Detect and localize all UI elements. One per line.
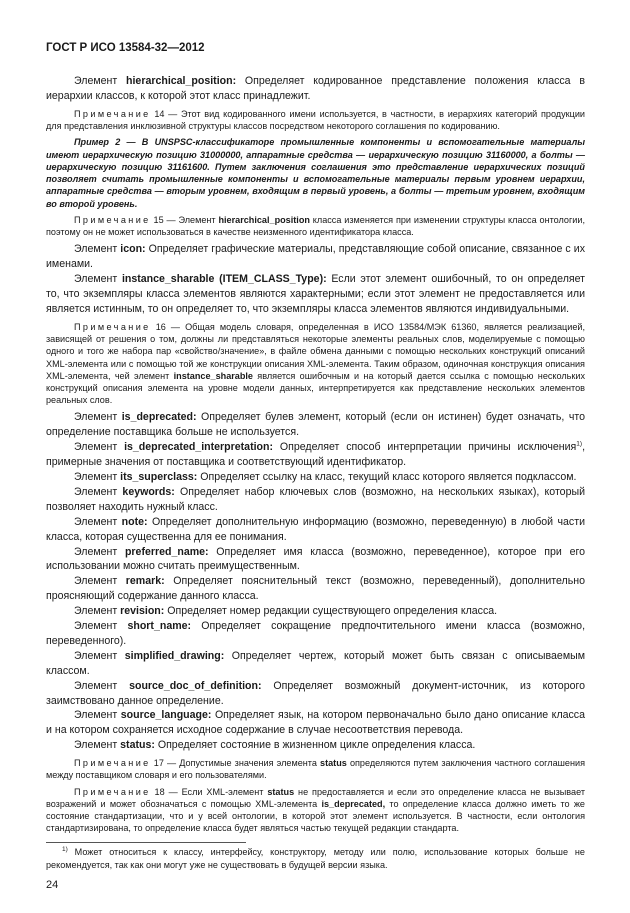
text: 15 — Элемент — [150, 215, 219, 225]
text: Элемент — [74, 273, 122, 286]
keyword: is_deprecated: — [121, 411, 197, 424]
keyword: is_deprecated, — [321, 798, 386, 809]
text: Элемент — [74, 441, 125, 454]
paragraph-status — [46, 738, 585, 753]
note-18 — [46, 786, 585, 835]
footnote-mark: 1) — [62, 846, 68, 854]
keyword: short_name: — [127, 620, 192, 633]
text: Определяет ссылку на класс, текущий класс которого является подклассом. — [197, 470, 577, 483]
text: 18 — Если XML-элемент — [150, 786, 268, 797]
text: Элемент — [74, 470, 121, 483]
text: Определяет дополнительную информацию (возможно, переведенную) в любой части класса, которая существенна для ее понимания. — [46, 515, 585, 543]
text: Определяет язык, на котором первоначально было дано описание класса и на котором сохраняется исходное содержание в случае несоответствия перевода. — [46, 709, 585, 737]
note-label: Примечание — [74, 786, 151, 797]
note-15 — [46, 214, 585, 238]
text: то определение класса должно иметь то же состояние стандартизации, что и у всей онтологии, в которой этот элемент используется. В частности, если онтология стандартизирована, то определение класса будет являться частью текущей редакции стандарта. — [46, 798, 585, 834]
text: Если этот элемент ошибочный, то он определяет то, что экземпляры класса элементов являются характерными; если этот элемент не предоставляется или является истинным, то он определяет то, что экземпляры класса элементов являются индивидуальными. — [46, 273, 585, 316]
text: Определяет булев элемент, который (если он истинен) будет означать, что определение поставщика больше не используется. — [46, 411, 586, 439]
text: Определяет возможный документ-источник, из которого заимствовано данное определение. — [46, 679, 585, 707]
keyword: its_superclass: — [120, 470, 198, 483]
keyword: instance_sharable — [173, 370, 253, 381]
keyword: icon: — [120, 243, 146, 256]
paragraph-preferred-name — [46, 545, 585, 575]
text: Элемент — [74, 575, 126, 588]
text: Определяет состояние в жизненном цикле определения класса. — [154, 739, 476, 752]
paragraph-is-deprecated — [46, 410, 585, 440]
text: Элемент — [74, 649, 125, 662]
paragraph-keywords — [46, 485, 585, 515]
text: не предоставляется и если это определение класса не вызывает возражений и может обозначаться с помощью XML-элемента — [46, 786, 586, 809]
footnote — [46, 846, 585, 870]
text: Элемент — [74, 545, 125, 558]
paragraph-is-deprecated-interpretation — [46, 440, 585, 470]
paragraph-simplified-drawing — [46, 649, 585, 679]
keyword: note: — [121, 515, 148, 528]
text: Элемент — [74, 739, 121, 752]
note-label: Примечание — [74, 215, 151, 225]
note-label: Примечание — [74, 758, 151, 769]
keyword: instance_sharable (ITEM_CLASS_Type): — [121, 273, 327, 286]
text: Определяет способ интерпретации причины исключения — [273, 441, 577, 454]
keyword: simplified_drawing: — [124, 649, 225, 662]
text: Определяет набор ключевых слов (возможно, на нескольких языках), который позволяет находить нужный класс. — [46, 485, 585, 513]
keyword: remark: — [125, 575, 165, 588]
keyword: hierarchical_position: — [126, 75, 237, 87]
text: Элемент — [74, 75, 127, 87]
paragraph-source-doc — [46, 679, 585, 709]
keyword: status — [267, 786, 295, 797]
example-2: Пример 2 — В UNSPSC-классификаторе промышленные компоненты и вспомогательные материалы имеют иерархическую позицию 31000000, аппаратные средства — иерархическую позицию 31160000, а болты — иерархическую позицию 31161600. Путем заключения соглашения это представление иерархических позиций позволяет считать промышленные компоненты и вспомогательные материалы первым уровнем иерархии, аппаратные средства — вторым уровнем, входящим в первый уровень, а болты — третьим уровнем, входящим во второй уровень. — [46, 137, 585, 209]
paragraph-icon — [46, 242, 585, 272]
text: Элемент — [74, 243, 121, 256]
footnote-divider — [46, 842, 246, 843]
text: 14 — Этот вид кодированного имени используется, в частности, в иерархиях категорий продукции для представления инклюзивной структуры классов посредством некоторого соглашения по кодированию. — [46, 108, 585, 132]
text: , примерные значения от поставщика и соответствующий идентификатор. — [46, 441, 586, 469]
text: Элемент — [74, 485, 123, 498]
keyword: status — [320, 758, 347, 769]
text: Определяет чертеж, который может быть связан с описываемым классом. — [46, 649, 586, 677]
keyword: keywords: — [122, 485, 175, 498]
paragraph-short-name — [46, 619, 585, 649]
text: Элемент — [74, 620, 128, 633]
paragraph-hierarchical-position — [46, 74, 585, 104]
footnote-text: Может относиться к классу, интерфейсу, конструктору, методу или полю, использование которых больше не рекомендуется, так как они могут уже не существовать в будущей версии языка. — [46, 847, 585, 870]
keyword: preferred_name: — [124, 545, 209, 558]
paragraph-revision — [46, 604, 585, 619]
paragraph-source-language — [46, 708, 585, 738]
text: Определяет пояснительный текст (возможно, переведенный), дополнительно проясняющий содержание данного класса. — [46, 575, 586, 603]
text: Элемент — [74, 515, 122, 528]
text: Определяет сокращение предпочтительного имени класса (возможно, переведенного). — [46, 620, 586, 647]
text: Элемент — [74, 679, 130, 692]
paragraph-note — [46, 515, 585, 545]
note-17 — [46, 757, 585, 781]
text: Определяет имя класса (возможно, переведенное), которое при его использовании можно считать преимущественным. — [46, 545, 585, 573]
note-label: Примечание — [74, 108, 151, 119]
text: Определяет графические материалы, представляющие собой описание, связанное с их именами. — [46, 243, 585, 271]
text: 16 — Общая модель словаря, определенная в ИСО 13584/МЭК 61360, является реализацией, зависящей от решения о том, должны ли представляться некоторые элементы реальных слов, моделируемые с помощью одного и того же набора пар «свойство/значение», в файле обмена данными с помощью нескольких конструкций описаний XML-элемента или с помощью той же конструкции описания XML-элемента. Таким образом, одиночная конструкция описания XML-элемента, чей элемент — [46, 321, 585, 381]
document-header: ГОСТ Р ИСО 13584-32—2012 — [46, 42, 205, 54]
note-14 — [46, 108, 585, 132]
keyword: source_language: — [120, 709, 212, 722]
paragraph-instance-sharable — [46, 272, 585, 317]
text: Элемент — [74, 411, 122, 424]
footnote-reference[interactable]: 1) — [576, 440, 583, 448]
keyword: source_doc_of_definition: — [129, 679, 262, 692]
text: является ошибочным и на который дается ссылка с помощью нескольких конструкций описания элемента на уровне модели данных, интерпретируется как представление нескольких элементов реальных слов. — [46, 370, 586, 406]
note-16 — [46, 321, 585, 406]
keyword: status: — [120, 739, 155, 752]
text: 17 — Допустимые значения элемента — [150, 758, 321, 769]
page-number: 24 — [46, 878, 59, 891]
text: определяются путем заключения частного соглашения между поставщиком словаря и его пользователями. — [46, 758, 585, 781]
text: Определяет номер редакции существующего определения класса. — [164, 605, 498, 618]
paragraph-its-superclass — [46, 470, 585, 485]
note-label: Примечание — [74, 321, 151, 332]
document-page — [46, 42, 585, 891]
paragraph-remark — [46, 574, 585, 604]
text: Определяет кодированное представление положения класса в иерархии классов, к которой этот класс принадлежит. — [46, 75, 585, 102]
text: Элемент — [74, 605, 121, 618]
keyword: hierarchical_position — [218, 215, 310, 225]
keyword: revision: — [120, 605, 165, 618]
text: Элемент — [74, 709, 121, 722]
keyword: is_deprecated_interpretation: — [124, 441, 274, 454]
text: класса изменяется при изменении структуры класса онтологии, поэтому он не может использоваться в качестве неизменного идентификатора класса. — [46, 215, 585, 238]
